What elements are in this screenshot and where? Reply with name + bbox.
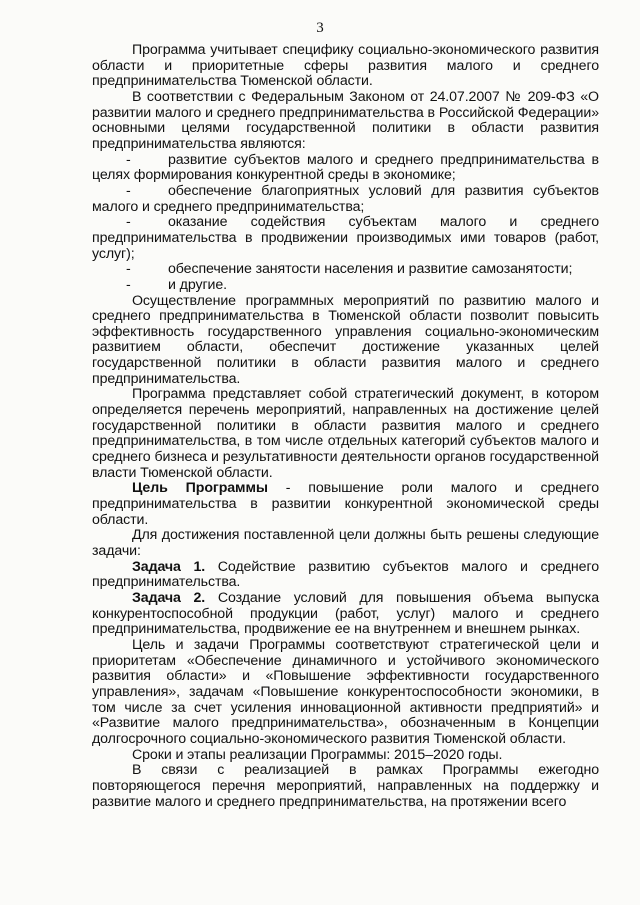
- bullet-dash: -: [126, 151, 131, 168]
- list-item-text: и другие.: [168, 276, 228, 293]
- bullet-dash: -: [126, 276, 131, 293]
- goal-label: Цель Программы: [132, 480, 268, 497]
- list-item: [92, 278, 599, 294]
- bullet-dash: -: [126, 261, 131, 278]
- paragraph-program-measures: Осуществление программных мероприятий по развитию малого и среднего предпринимательства в Тюменской области позволит повысить эффективность государственного управления социально-экономическим развитием области, обеспечит достижение указанных целей государственной политики в области развития малого и среднего предпринимательства.: [92, 292, 599, 387]
- list-item-text: оказание содействия субъектам малого и среднего предпринимательства в продвижении производимых ими товаров (работ, услуг);: [92, 214, 599, 262]
- paragraph-timeline: Сроки и этапы реализации Программы: 2015–2020 годы.: [132, 746, 503, 763]
- paragraph-task-2: [92, 591, 599, 638]
- task-1-label: Задача 1.: [132, 558, 206, 575]
- paragraph-implementation: В связи с реализацией в рамках Программы ежегодно повторяющегося перечня мероприятий, направленных на поддержку и развитие малого и среднего предпринимательства, на протяжении всего: [92, 762, 599, 810]
- page-number: 3: [316, 20, 324, 36]
- paragraph-program-goal: [92, 481, 599, 528]
- document-body: [92, 43, 599, 810]
- paragraph-tasks-intro: Для достижения поставленной цели должны быть решены следующие задачи:: [92, 527, 599, 559]
- goal-text: - повышение роли малого и среднего предпринимательства в развитии конкурентной экономической среды области.: [92, 480, 599, 528]
- list-item: [92, 184, 599, 215]
- list-item: [92, 153, 599, 184]
- task-1-text: Содействие развитию субъектов малого и среднего предпринимательства.: [92, 558, 599, 591]
- paragraph-strategic-document: Программа представляет собой стратегический документ, в котором определяется перечень мероприятий, направленных на достижение целей государственной политики в области развития малого и среднего предпринимательства, в том числе отдельных категорий субъектов малого и среднего бизнеса и результативности деятельности органов государственной власти Тюменской области.: [92, 386, 599, 481]
- list-item: [92, 262, 599, 278]
- paragraph-task-1: [92, 560, 599, 591]
- list-item-text: обеспечение занятости населения и развитие самозанятости;: [168, 261, 573, 278]
- list-item-text: развитие субъектов малого и среднего предпринимательства в целях формирования конкурентной среды в экономике;: [92, 151, 599, 184]
- list-item-text: обеспечение благоприятных условий для развития субъектов малого и среднего предпринимательства;: [92, 182, 599, 215]
- paragraph-goal-alignment: Цель и задачи Программы соответствуют стратегической цели и приоритетам «Обеспечение динамичного и устойчивого экономического развития области» и «Повышение эффективности государственного управления», задачам «Повышение конкурентоспособности экономики, в том числе за счет усиления инновационной активности предприятий» и «Развитие малого предпринимательства», обозначенным в Концепции долгосрочного социально-экономического развития Тюменской области.: [92, 636, 599, 747]
- task-2-text: Создание условий для повышения объема выпуска конкурентоспособной продукции (работ, услуг) малого и среднего предпринимательства, продвижение ее на внутреннем и внешнем рынках.: [92, 589, 599, 638]
- bullet-dash: -: [126, 182, 131, 199]
- paragraph-federal-law: В соответствии с Федеральным Законом от 24.07.2007 № 209-ФЗ «О развитии малого и среднего предпринимательства в Российской Федерации» основными целями государственной политики в области развития предпринимательства являются:: [92, 88, 599, 152]
- task-2-label: Задача 2.: [132, 589, 206, 606]
- paragraph-program-specifics: Программа учитывает специфику социально-экономического развития области и приоритетные сферы развития малого и среднего предпринимательства Тюменской области.: [92, 42, 599, 90]
- bullet-dash: -: [126, 214, 131, 231]
- list-item: [92, 215, 599, 262]
